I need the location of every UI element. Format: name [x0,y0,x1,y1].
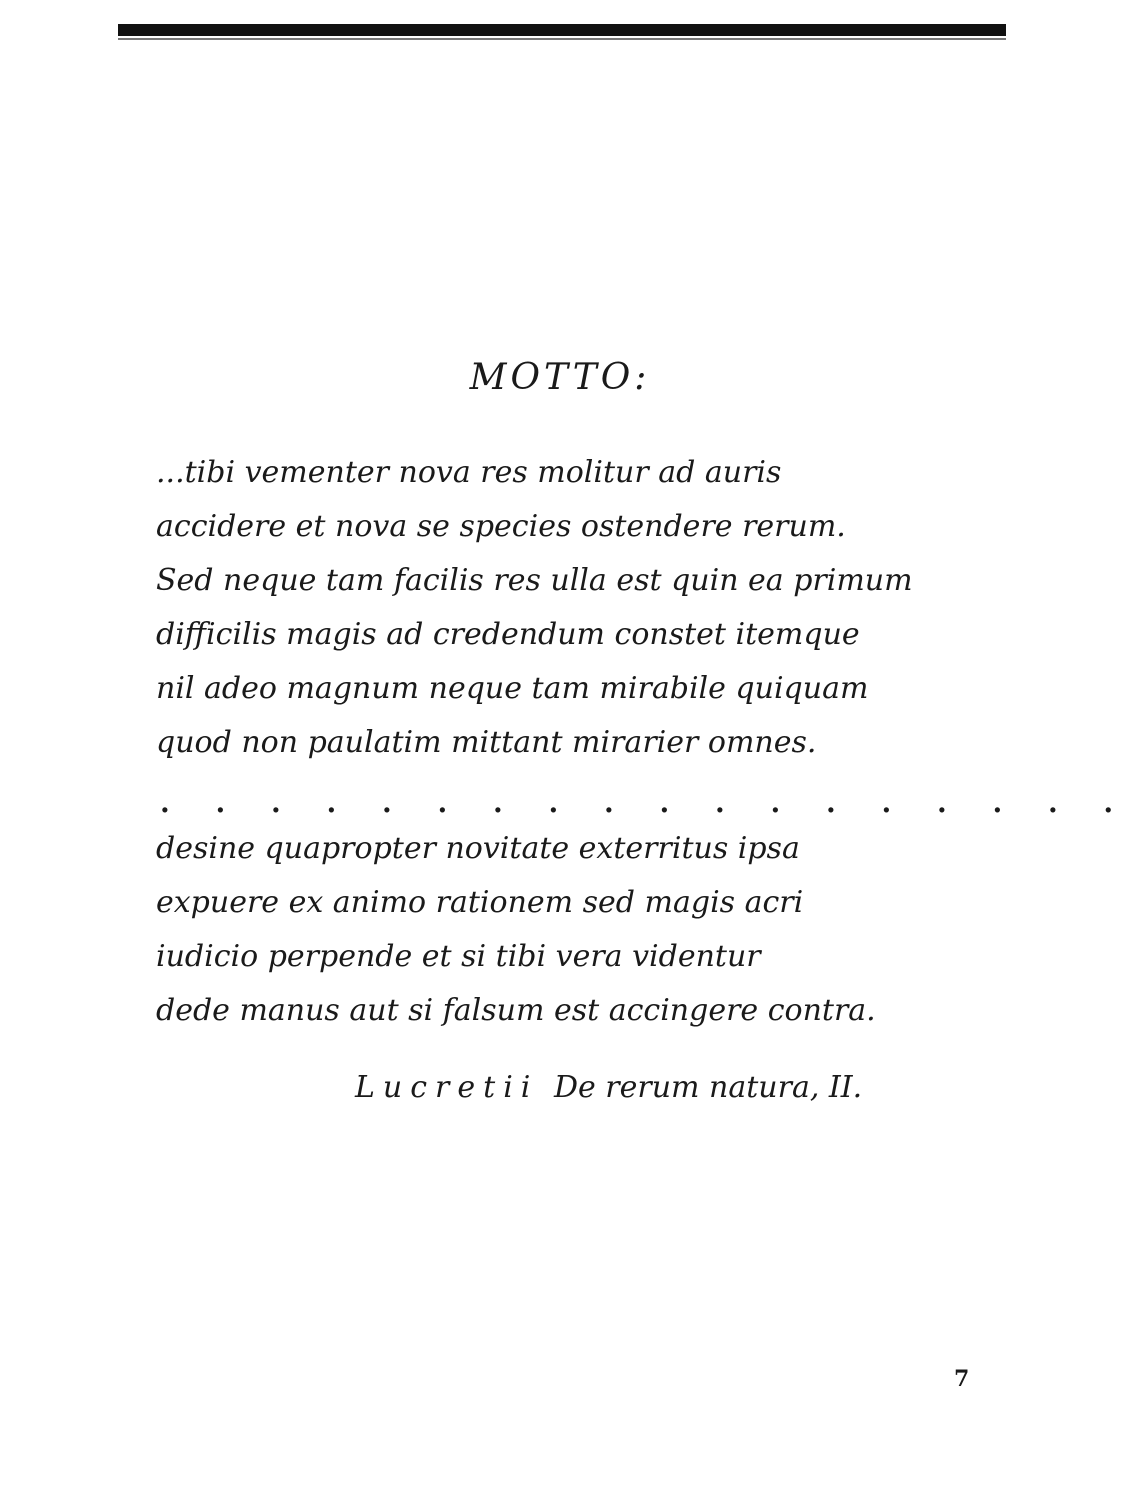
verse-line: iudicio perpende et si tibi vera videntur [156,939,761,974]
verse-line: accidere et nova se species ostendere rerum. [156,509,846,544]
verse-line: ...tibi vementer nova res molitur ad auris [156,455,782,490]
page-number: 7 [954,1366,970,1392]
motto-heading: MOTTO: [469,357,651,398]
top-rule-thin [118,38,1006,40]
attribution-author: Lucretii [355,1070,539,1105]
verse-line: difficilis magis ad credendum constet itemque [156,617,860,652]
verse-line: dede manus aut si falsum est accingere contra. [156,993,876,1028]
verse-line: quod non paulatim mittant mirarier omnes. [156,725,817,760]
top-rule [118,24,1006,36]
attribution-work: De rerum natura, II. [553,1070,863,1105]
verse-line: nil adeo magnum neque tam mirabile quiquam [156,671,869,706]
verse-line: Sed neque tam facilis res ulla est quin ea primum [156,563,913,598]
verse-line: desine quapropter novitate exterritus ipsa [156,831,800,866]
ellipsis-row: . . . . . . . . . . . . . . . . . . [160,786,1131,819]
verse-line: expuere ex animo rationem sed magis acri [156,885,804,920]
attribution [355,1070,862,1105]
